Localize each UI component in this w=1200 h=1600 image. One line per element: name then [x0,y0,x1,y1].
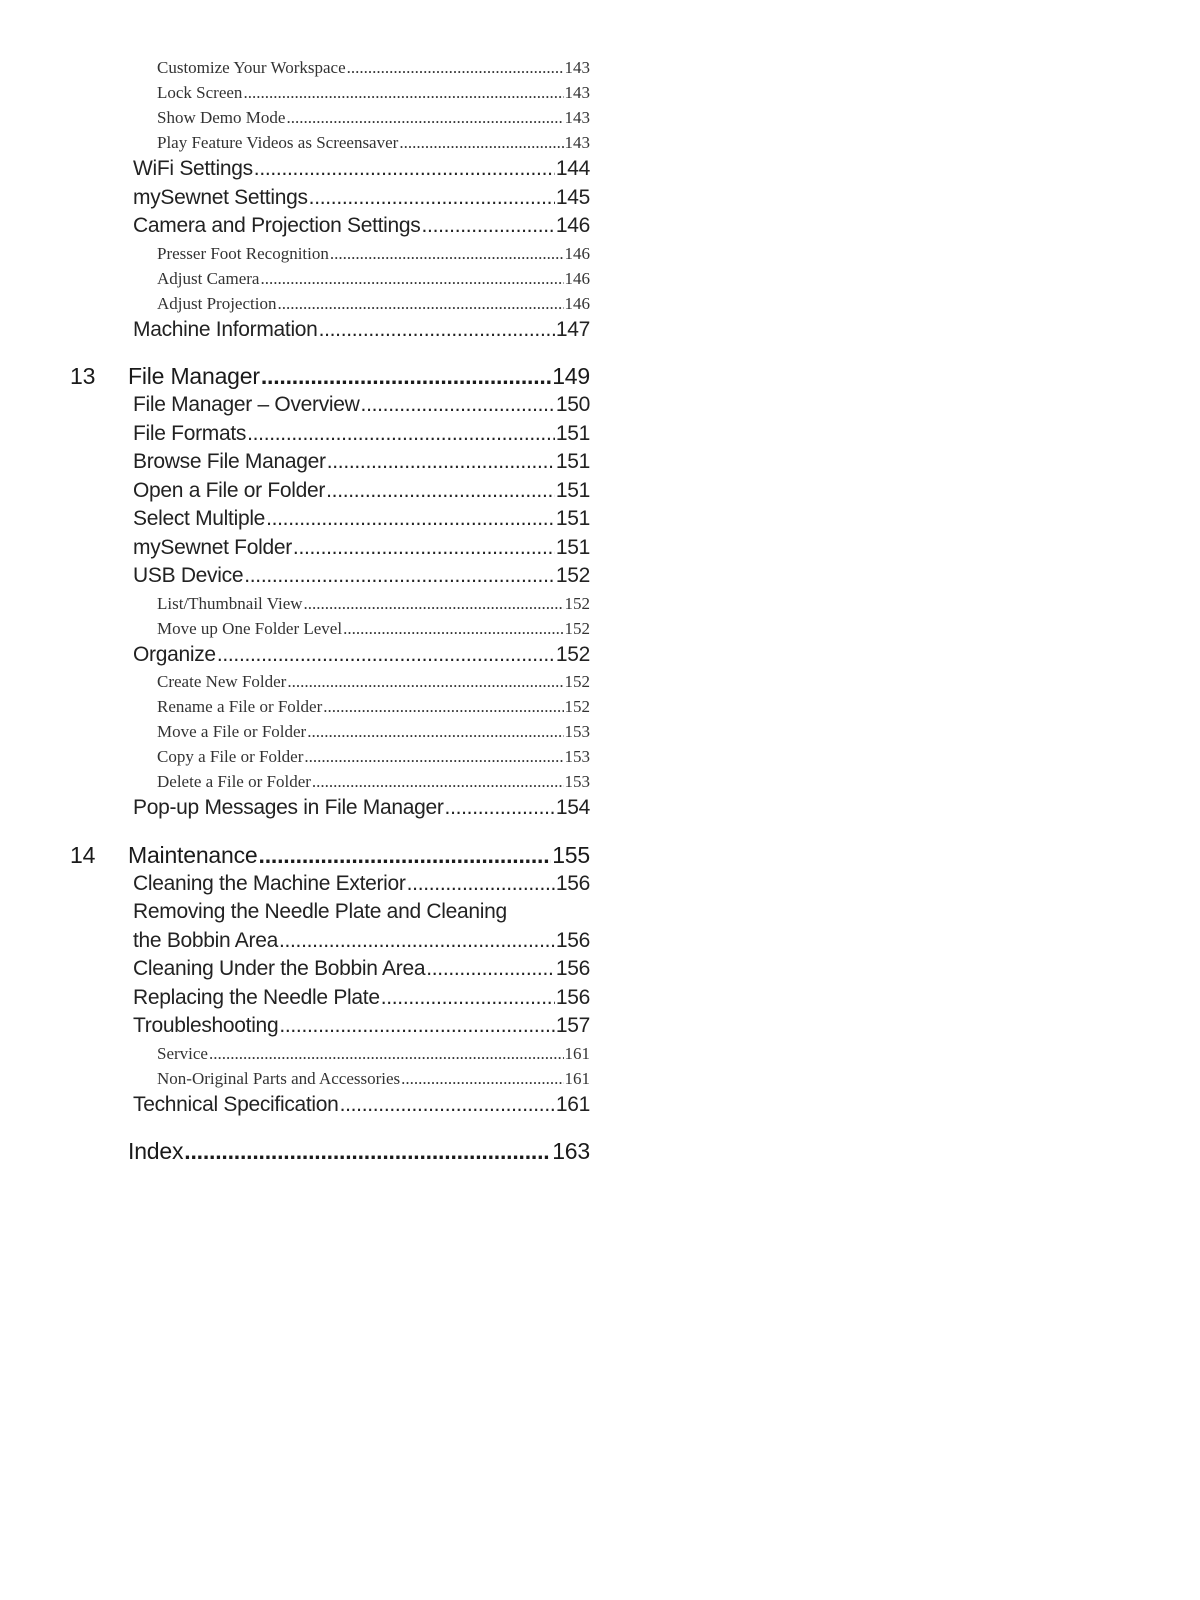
entry-title: Replacing the Needle Plate [133,985,380,1009]
toc-section-entry[interactable] [70,184,590,213]
page-number: 152 [555,564,590,587]
dot-leader [209,1041,564,1066]
toc-section-entry[interactable] [70,391,590,420]
page-number: 153 [564,772,590,791]
entry-title: Open a File or Folder [133,478,326,502]
page-number: 156 [555,871,590,895]
dot-leader [243,80,563,105]
dot-leader [361,391,555,420]
entry-title: Browse File Manager [133,450,326,473]
toc-subsection-entry[interactable] [70,769,590,794]
toc-section-entry[interactable] [70,641,590,670]
toc-subsection-entry[interactable] [70,744,590,769]
toc-subsection-entry[interactable] [70,591,590,616]
page-number: 146 [564,293,590,313]
entry-title: Maintenance [128,841,258,868]
dot-leader [261,362,551,391]
entry-title: Adjust Projection [157,293,277,313]
toc-section-entry[interactable] [70,420,590,449]
dot-leader [260,266,563,291]
page-number: 153 [564,747,590,766]
dot-leader [259,841,552,870]
dot-leader [407,870,555,899]
dot-leader [287,669,563,694]
entry-title: mySewnet Settings [133,185,308,209]
toc-subsection-entry[interactable] [70,616,590,641]
page-number: 155 [552,841,590,868]
dot-leader [307,719,563,744]
toc-subsection-entry[interactable] [70,1041,590,1066]
chapter-number: 14 [70,841,96,868]
entry-title: Organize [133,642,216,666]
entry-title: Camera and Projection Settings [133,214,421,237]
toc-subsection-entry[interactable] [70,80,590,105]
entry-title: Show Demo Mode [157,108,286,127]
entry-title: Non-Original Parts and Accessories [157,1068,401,1088]
toc-section-entry[interactable] [70,955,590,984]
toc-section-entry[interactable] [70,984,590,1013]
entry-title: Move up One Folder Level [157,618,343,638]
page-number: 152 [564,593,590,613]
entry-title: Index [128,1138,184,1164]
toc-section-entry[interactable] [70,562,590,591]
entry-title: Machine Information [133,317,318,341]
toc-section-entry[interactable] [70,794,590,823]
page-number: 161 [555,1092,590,1116]
dot-leader [347,55,564,80]
dot-leader [326,477,555,506]
entry-title: Play Feature Videos as Screensaver [157,133,399,152]
page-number: 156 [555,928,590,952]
entry-title: Adjust Camera [157,268,260,288]
page-number: 151 [555,421,590,445]
page-number: 151 [555,535,590,559]
dot-leader [254,155,555,184]
toc-subsection-entry[interactable] [70,266,590,291]
dot-leader [399,130,563,155]
entry-title: File Manager – Overview [133,393,360,416]
page-number: 152 [555,642,590,666]
toc-subsection-entry[interactable] [70,669,590,694]
chapter-number: 13 [70,363,96,389]
entry-title: Troubleshooting [133,1014,279,1037]
dot-leader [426,955,555,984]
dot-leader [247,420,555,449]
page-number: 154 [555,796,590,819]
entry-title: Select Multiple [133,507,266,530]
entry-title: Copy a File or Folder [157,747,304,766]
toc-section-entry[interactable] [70,477,590,506]
entry-title: File Manager [128,363,260,389]
page-number: 145 [555,185,590,209]
toc-section-entry[interactable] [70,870,590,899]
toc-section-entry[interactable] [70,212,590,241]
page-number: 143 [564,83,590,102]
page-number: 151 [555,478,590,502]
page-number: 150 [555,393,590,416]
dot-leader [277,291,563,316]
toc-section-entry[interactable] [70,927,590,956]
toc-chapter-entry[interactable] [70,841,590,870]
entry-title: List/Thumbnail View [157,593,303,613]
page-number: 163 [552,1138,590,1164]
dot-leader [266,505,555,534]
dot-leader [340,1091,555,1120]
toc-subsection-entry[interactable] [70,55,590,80]
entry-title: Presser Foot Recognition [157,243,329,263]
entry-title: Pop-up Messages in File Manager [133,796,444,819]
page-number: 144 [555,157,590,180]
toc-subsection-entry[interactable] [70,291,590,316]
entry-title: Rename a File or Folder [157,697,323,716]
entry-title: Cleaning Under the Bobbin Area [133,957,426,980]
dot-leader [293,534,555,563]
dot-leader [401,1066,563,1091]
dot-leader [309,184,555,213]
toc-section-entry[interactable] [70,505,590,534]
page-number: 143 [564,108,590,127]
entry-title: Removing the Needle Plate and Cleaning [133,900,507,923]
page-number: 149 [552,363,590,389]
page-number: 151 [555,450,590,473]
toc-chapter-entry[interactable] [70,362,590,391]
toc-chapter-entry[interactable] [70,1137,590,1166]
page-number: 152 [564,672,590,691]
toc-subsection-entry[interactable] [70,719,590,744]
toc-subsection-entry[interactable] [70,1066,590,1091]
toc-section-entry[interactable] [70,534,590,563]
entry-title: mySewnet Folder [133,535,292,559]
dot-leader [304,744,563,769]
entry-title: Technical Specification [133,1092,339,1116]
entry-title: Customize Your Workspace [157,58,346,77]
dot-leader [217,641,555,670]
page-number: 143 [564,133,590,152]
dot-leader [244,562,555,591]
page-number: 153 [564,722,590,741]
page-number: 146 [564,268,590,288]
entry-title: Delete a File or Folder [157,772,311,791]
page-number: 151 [555,507,590,530]
toc-section-entry[interactable] [70,898,590,927]
dot-leader [381,984,555,1013]
dot-leader [279,1012,555,1041]
dot-leader [445,794,555,823]
dot-leader [330,241,564,266]
page-number: 146 [564,243,590,263]
entry-title: Move a File or Folder [157,722,307,741]
entry-title: WiFi Settings [133,157,253,180]
dot-leader [184,1137,551,1166]
toc-subsection-entry[interactable] [70,130,590,155]
dot-leader [319,316,555,345]
toc-subsection-entry[interactable] [70,241,590,266]
toc-section-entry[interactable] [70,316,590,345]
dot-leader [323,694,563,719]
entry-title: File Formats [133,421,247,445]
dot-leader [343,616,563,641]
page-number: 161 [564,1043,590,1063]
dot-leader [312,769,564,794]
page-number: 152 [564,618,590,638]
dot-leader [422,212,555,241]
dot-leader [279,927,555,956]
toc-section-entry[interactable] [70,1091,590,1120]
entry-title: Cleaning the Machine Exterior [133,871,406,895]
entry-title: Lock Screen [157,83,243,102]
page-number: 156 [555,985,590,1009]
toc-section-entry[interactable] [70,448,590,477]
toc-section-entry[interactable] [70,155,590,184]
dot-leader [286,105,563,130]
toc-subsection-entry[interactable] [70,105,590,130]
page-number: 146 [555,214,590,237]
dot-leader [327,448,555,477]
entry-title: USB Device [133,564,244,587]
page-number: 152 [564,697,590,716]
page-number: 161 [564,1068,590,1088]
page-number: 157 [555,1014,590,1037]
page-number: 143 [564,58,590,77]
table-of-contents [70,55,590,1166]
page-number: 156 [555,957,590,980]
toc-subsection-entry[interactable] [70,694,590,719]
entry-title: Create New Folder [157,672,287,691]
dot-leader [304,591,564,616]
toc-section-entry[interactable] [70,1012,590,1041]
entry-title: the Bobbin Area [133,928,278,952]
page-number: 147 [555,317,590,341]
entry-title: Service [157,1043,208,1063]
